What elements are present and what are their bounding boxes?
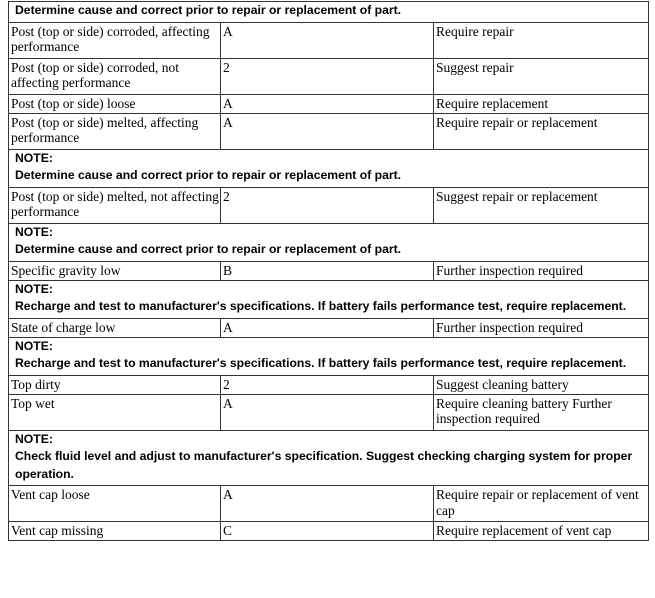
- action-cell: Require cleaning battery Further inspection required: [434, 394, 649, 430]
- action-cell: Require replacement of vent cap: [434, 522, 649, 541]
- note-cell: [9, 149, 649, 187]
- condition-cell: State of charge low: [9, 318, 221, 337]
- note-row: [9, 430, 649, 486]
- note-cell: [9, 337, 649, 375]
- code-cell: A: [221, 94, 434, 113]
- note-text: Recharge and test to manufacturer's specifications. If battery fails performance test, require replacement.: [15, 299, 627, 313]
- condition-cell: Post (top or side) loose: [9, 94, 221, 113]
- note-cell: [9, 280, 649, 318]
- condition-cell: Post (top or side) melted, affecting performance: [9, 113, 221, 149]
- condition-cell: Vent cap loose: [9, 486, 221, 522]
- note-cell: [9, 2, 649, 23]
- action-cell: Suggest repair or replacement: [434, 187, 649, 223]
- table-row: [9, 22, 649, 58]
- inspection-table-body: [9, 2, 649, 541]
- table-row: [9, 187, 649, 223]
- note-text: Determine cause and correct prior to repair or replacement of part.: [15, 168, 402, 182]
- condition-cell: Post (top or side) corroded, not affecting performance: [9, 58, 221, 94]
- code-cell: C: [221, 522, 434, 541]
- action-cell: Suggest cleaning battery: [434, 375, 649, 394]
- condition-cell: Specific gravity low: [9, 261, 221, 280]
- action-cell: Require repair or replacement of vent cap: [434, 486, 649, 522]
- action-cell: Further inspection required: [434, 261, 649, 280]
- note-label: NOTE:: [15, 338, 53, 353]
- condition-cell: Vent cap missing: [9, 522, 221, 541]
- note-row: [9, 223, 649, 261]
- action-cell: Require repair: [434, 22, 649, 58]
- note-text: Determine cause and correct prior to repair or replacement of part.: [15, 242, 402, 256]
- code-cell: A: [221, 318, 434, 337]
- action-cell: Suggest repair: [434, 58, 649, 94]
- action-cell: Require repair or replacement: [434, 113, 649, 149]
- note-row: [9, 2, 649, 23]
- table-row: [9, 394, 649, 430]
- action-cell: Further inspection required: [434, 318, 649, 337]
- code-cell: 2: [221, 58, 434, 94]
- note-label: NOTE:: [15, 150, 53, 165]
- code-cell: 2: [221, 375, 434, 394]
- table-row: [9, 318, 649, 337]
- note-cell: [9, 223, 649, 261]
- table-row: [9, 261, 649, 280]
- table-row: [9, 94, 649, 113]
- note-row: [9, 149, 649, 187]
- code-cell: A: [221, 113, 434, 149]
- code-cell: B: [221, 261, 434, 280]
- table-row: [9, 522, 649, 541]
- table-row: [9, 486, 649, 522]
- note-text: Check fluid level and adjust to manufacturer's specification. Suggest checking charging system for proper operation.: [15, 449, 633, 481]
- condition-cell: Post (top or side) corroded, affecting performance: [9, 22, 221, 58]
- code-cell: A: [221, 22, 434, 58]
- code-cell: A: [221, 394, 434, 430]
- table-row: [9, 58, 649, 94]
- code-cell: 2: [221, 187, 434, 223]
- note-text: Determine cause and correct prior to repair or replacement of part.: [15, 3, 402, 17]
- table-row: [9, 375, 649, 394]
- condition-cell: Top dirty: [9, 375, 221, 394]
- condition-cell: Post (top or side) melted, not affecting performance: [9, 187, 221, 223]
- note-label: NOTE:: [15, 281, 53, 296]
- inspection-table: [8, 1, 649, 541]
- action-cell: Require replacement: [434, 94, 649, 113]
- note-label: NOTE:: [15, 431, 53, 446]
- note-row: [9, 280, 649, 318]
- code-cell: A: [221, 486, 434, 522]
- note-cell: [9, 430, 649, 486]
- note-row: [9, 337, 649, 375]
- note-label: NOTE:: [15, 224, 53, 239]
- table-row: [9, 113, 649, 149]
- note-text: Recharge and test to manufacturer's specifications. If battery fails performance test, require replacement.: [15, 356, 627, 370]
- condition-cell: Top wet: [9, 394, 221, 430]
